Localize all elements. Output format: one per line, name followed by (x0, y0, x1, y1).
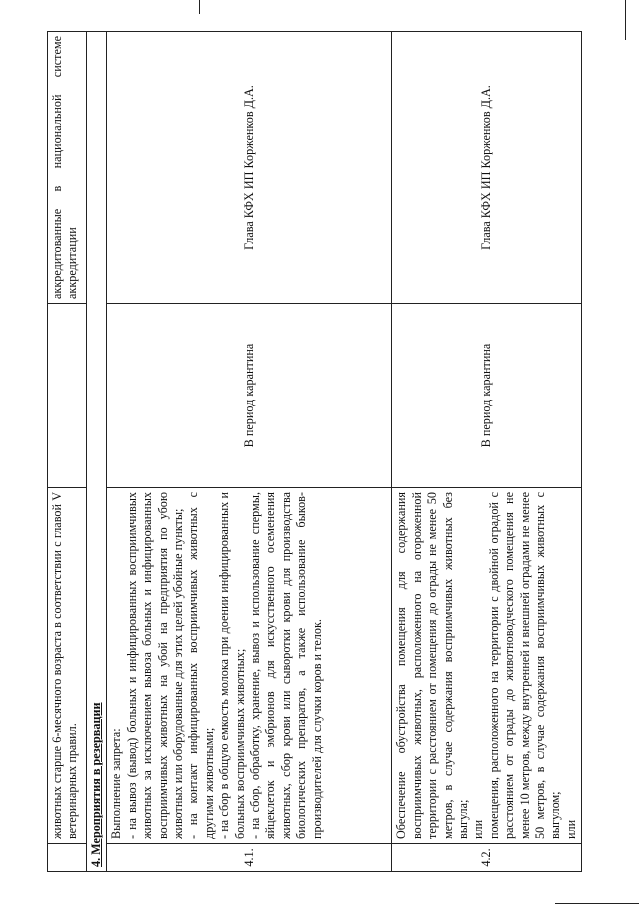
period-cell: В период карантина (392, 304, 582, 488)
scan-edge-mark-right (625, 0, 626, 40)
scan-edge-mark-bottom (555, 903, 639, 904)
period-cell (48, 304, 87, 488)
measure-line: - на сбор в общую емкость молока при доении инфицированных и больных восприимчивых животных; (217, 492, 247, 839)
period-cell: В период карантина (107, 304, 392, 488)
responsible-cell: Глава КФХ ИП Корженков Д.А. (392, 32, 582, 304)
measure-line: Выполнение запрета: (109, 728, 124, 839)
measures-table (47, 31, 582, 872)
row-number: 4.1. (107, 844, 392, 872)
table-row (107, 32, 392, 872)
measure-cell: животных старше 6-месячного возраста в соответствии с главой V ветеринарных правил. (48, 488, 87, 844)
measure-line: помещения, расположенного на территории с двойной оградой с расстоянием от ограды до животноводческого помещения не менее 10 метров, между внутренней и внешней оградами не менее 50 метров, в случае содержания восприимчивых животных с выгулом; (486, 492, 563, 839)
measure-line: или (471, 819, 486, 839)
measure-cell (107, 488, 392, 844)
rotated-page (47, 32, 578, 872)
section-title: 4. Мероприятия в резервации (87, 32, 107, 872)
responsible-cell: аккредитованные в национальной системе аккредитации (48, 32, 87, 304)
section-header-row (87, 32, 107, 872)
measure-line: или (563, 819, 578, 839)
measure-cell (392, 488, 582, 844)
table-row (392, 32, 582, 872)
measure-line: Обеспечение обустройства помещения для содержания восприимчивых животных, расположенного на огороженной территории с расстоянием от помещения до ограды не менее 50 метров, в случае содержания восприимчивых животных без выгула; (394, 492, 471, 839)
scan-edge-mark-top (199, 0, 200, 14)
num-cell (48, 844, 87, 872)
row-number: 4.2. (392, 844, 582, 872)
responsible-cell: Глава КФХ ИП Корженков Д.А. (107, 32, 392, 304)
measure-line: - на контакт инфицированных восприимчивых животных с другими животными; (186, 492, 216, 839)
measure-line: - на вывоз (вывод) больных и инфицированных восприимчивых животных за исключением вывоза больных и инфицированных восприимчивых животных на убой на предприятия по убою животных или оборудованные для этих целей убойные пункты; (124, 492, 186, 839)
continuation-row (48, 32, 87, 872)
measure-line: - на сбор, обработку, хранение, вывоз и использование спермы, яйцеклеток и эмбрионов для искусственного осеменения животных, сбор крови или сыворотки крови для производства биологических препаратов, а также использование быков-производителей для случки коров и телок. (248, 492, 324, 839)
